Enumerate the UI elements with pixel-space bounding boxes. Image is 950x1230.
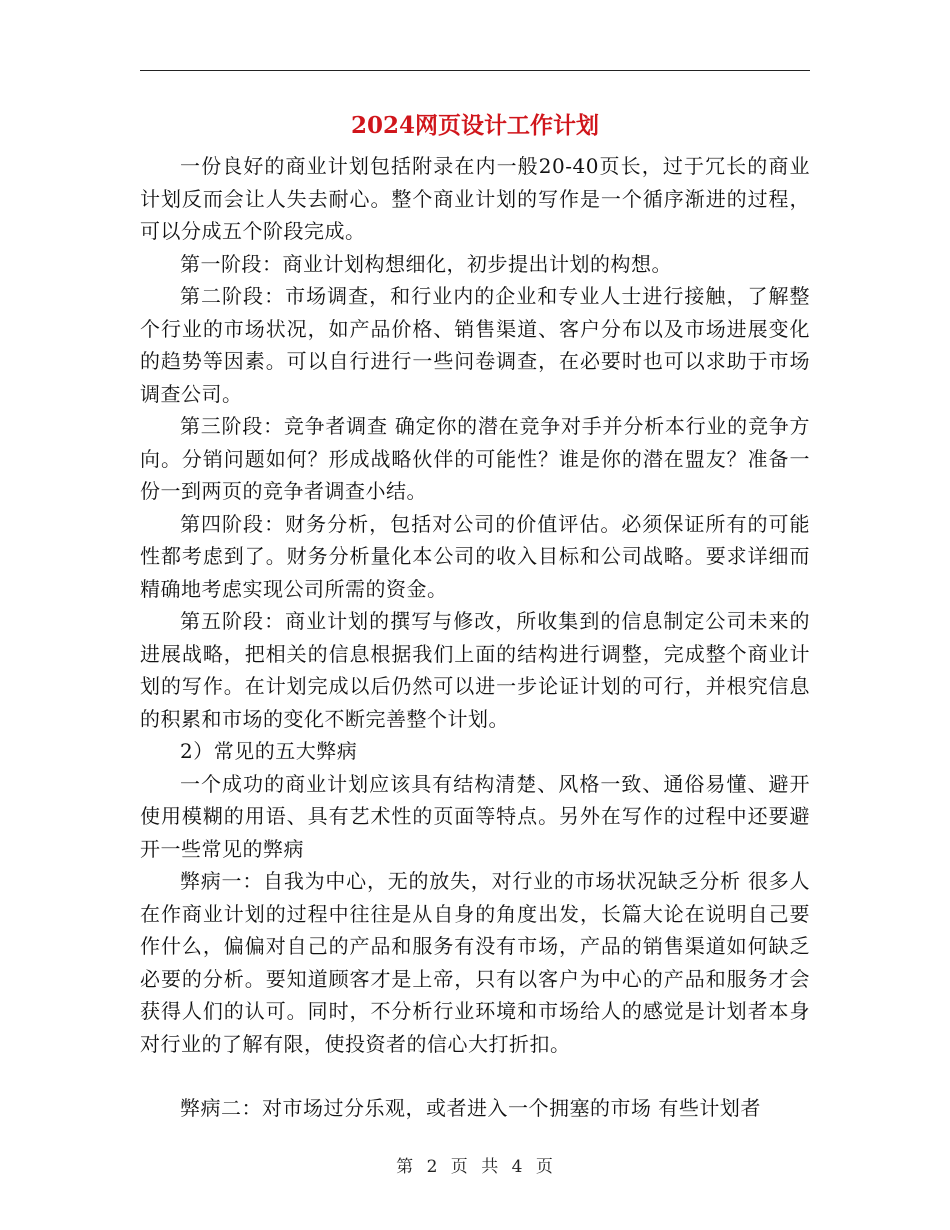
paragraph-intro: 一份良好的商业计划包括附录在内一般20-40页长，过于冗长的商业计划反而会让人失去耐心。整个商业计划的写作是一个循序渐进的过程，可以分成五个阶段完成。 bbox=[140, 154, 810, 243]
document-title: 2024网页设计工作计划 bbox=[350, 112, 599, 139]
paragraph-stage-4: 第四阶段：财务分析，包括对公司的价值评估。必须保证所有的可能性都考虑到了。财务分析量化本公司的收入目标和公司战略。要求详细而精确地考虑实现公司所需的资金。 bbox=[140, 511, 810, 601]
paragraph-stage-1: 第一阶段：商业计划构想细化，初步提出计划的构想。 bbox=[180, 251, 672, 276]
paragraph-flaw-1: 弊病一：自我为中心，无的放失，对行业的市场状况缺乏分析 很多人在作商业计划的过程中往往是从自身的角度出发，长篇大论在说明自己要作什么，偏偏对自己的产品和服务有没有市场，产品的销售渠道如何缺乏必要的分析。要知道顾客才是上帝，只有以客户为中心的产品和服务才会获得人们的认可。同时，不分析行业环境和市场给人的感觉是计划者本身对行业的了解有限，使投资者的信心大打折扣。 bbox=[140, 869, 810, 1056]
paragraph-flaw-2: 弊病二：对市场过分乐观，或者进入一个拥塞的市场 有些计划者 bbox=[180, 1096, 761, 1120]
paragraph-stage-5: 第五阶段：商业计划的撰写与修改，所收集到的信息制定公司未来的进展战略，把相关的信息根据我们上面的结构进行调整，完成整个商业计划的写作。在计划完成以后仍然可以进一步论证计划的可行，并根究信息的积累和市场的变化不断完善整个计划。 bbox=[140, 609, 810, 731]
section-heading-common-flaws: 2）常见的五大弊病 bbox=[180, 739, 358, 763]
document-body bbox=[140, 150, 810, 1125]
paragraph-flaws-intro: 一个成功的商业计划应该具有结构清楚、风格一致、通俗易懂、避开使用模糊的用语、具有艺术性的页面等特点。另外在写作的过程中还要避开一些常见的弊病 bbox=[140, 771, 810, 861]
header-rule bbox=[140, 70, 810, 71]
paragraph-stage-2: 第二阶段：市场调查，和行业内的企业和专业人士进行接触，了解整个行业的市场状况，如产品价格、销售渠道、客户分布以及市场进展变化的趋势等因素。可以自行进行一些问卷调查，在必要时也可以求助于市场调查公司。 bbox=[140, 284, 810, 406]
paragraph-stage-3: 第三阶段：竞争者调查 确定你的潜在竞争对手并分析本行业的竞争方向。分销问题如何？形成战略伙伴的可能性？谁是你的潜在盟友？准备一份一到两页的竞争者调查小结。 bbox=[140, 414, 810, 503]
page-footer: 第 2 页 共 4 页 bbox=[396, 1157, 554, 1177]
